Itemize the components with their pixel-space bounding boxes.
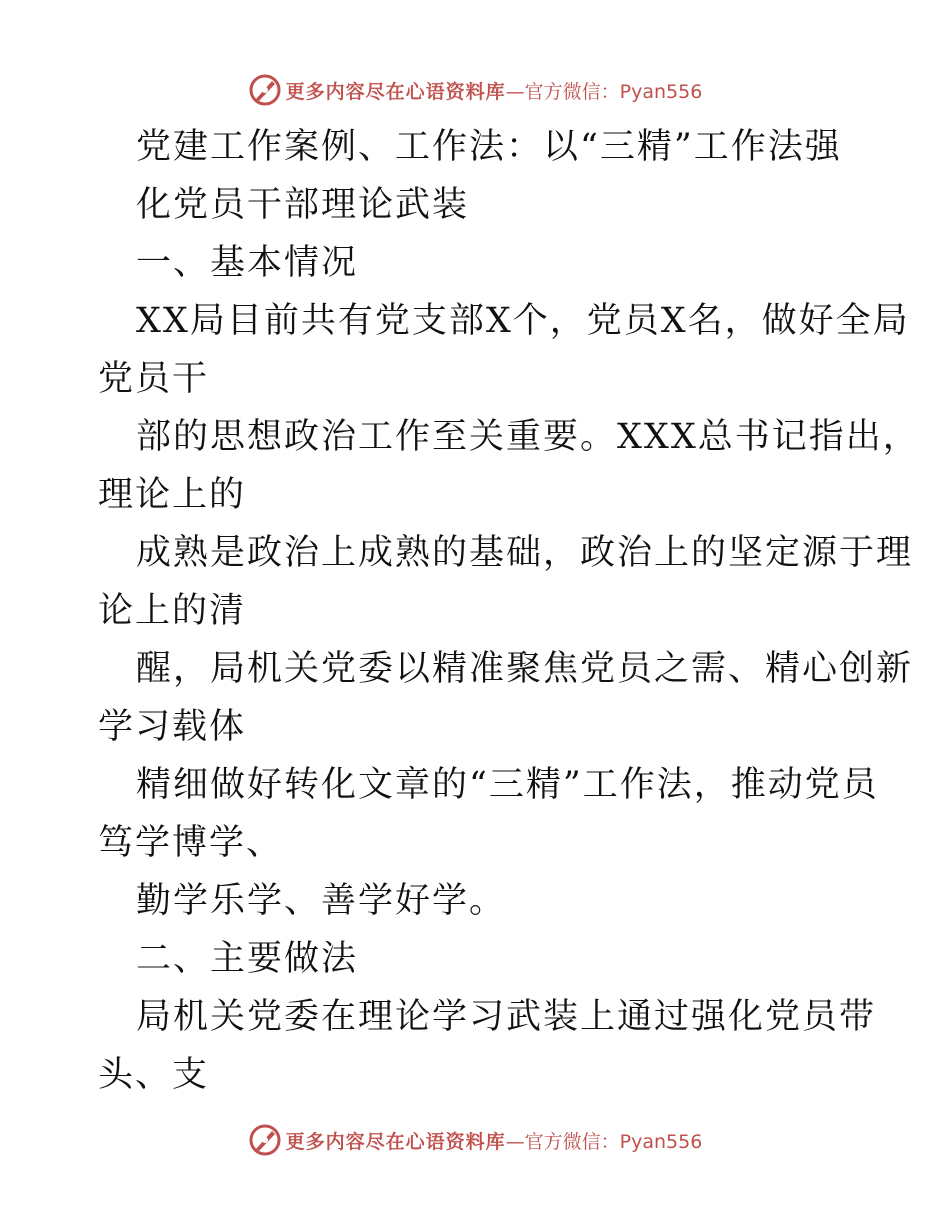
paragraph-line: 理论上的	[98, 475, 247, 515]
document-title-line: 化党员干部理论武装	[136, 185, 470, 225]
paragraph-line: 局机关党委在理论学习武装上通过强化党员带	[136, 997, 877, 1037]
document-title-line: 党建工作案例、工作法：以“三精”工作法强	[136, 127, 842, 167]
paragraph-line: 头、支	[98, 1055, 210, 1095]
header-watermark	[0, 70, 950, 110]
paragraph-line: 精细做好转化文章的“三精”工作法，推动党员	[136, 765, 879, 805]
section-heading: 二、主要做法	[136, 939, 359, 979]
paragraph-line: 党员干	[98, 359, 210, 399]
paragraph-line: 醒，局机关党委以精准聚焦党员之需、精心创新	[136, 649, 914, 689]
paragraph-line: 成熟是政治上成熟的基础，政治上的坚定源于理	[136, 533, 914, 573]
document-body	[98, 118, 920, 1104]
paragraph-line: 笃学博学、	[98, 823, 284, 863]
watermark-sub-text: —官方微信：Pyan556	[505, 1130, 703, 1153]
paragraph-line: 学习载体	[98, 707, 247, 747]
pen-circle-logo-icon	[248, 1123, 282, 1157]
paragraph-line: XX局目前共有党支部X个，党员X名，做好全局	[136, 301, 910, 341]
watermark-sub-text: —官方微信：Pyan556	[505, 80, 703, 103]
footer-watermark	[0, 1120, 950, 1160]
paragraph-line: 论上的清	[98, 591, 247, 631]
pen-circle-logo-icon	[248, 73, 282, 107]
section-heading: 一、基本情况	[136, 243, 359, 283]
paragraph-line: 部的思想政治工作至关重要。XXX总书记指出，	[136, 417, 920, 457]
paragraph-line: 勤学乐学、善学好学。	[136, 881, 507, 921]
watermark-main-text: 更多内容尽在心语资料库	[285, 80, 506, 103]
watermark-main-text: 更多内容尽在心语资料库	[285, 1130, 506, 1153]
